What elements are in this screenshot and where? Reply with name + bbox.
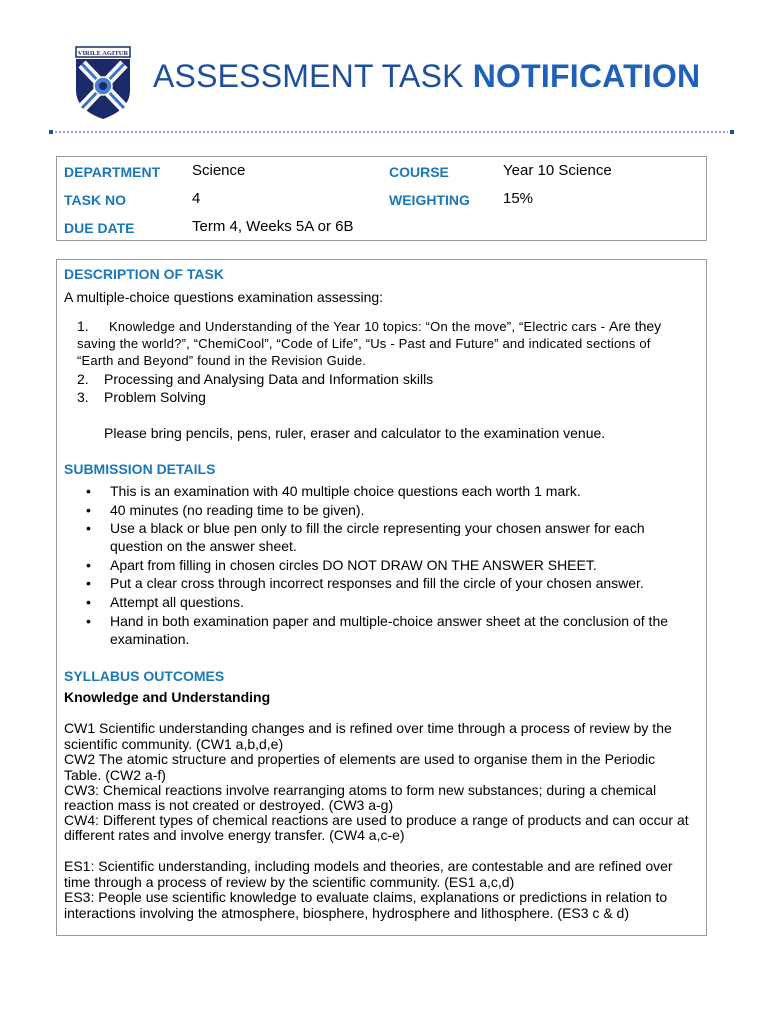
bullet-icon: • <box>86 520 91 536</box>
due-date-label: DUE DATE <box>64 220 135 236</box>
submission-item-6: Attempt all questions. <box>110 594 244 610</box>
submission-item-7-line-1: Hand in both examination paper and multiple-choice answer sheet at the conclusion of the <box>110 613 669 629</box>
cw4-line-2: different rates and involve energy transfer. (CW4 a,c-e) <box>64 827 405 843</box>
description-intro: A multiple-choice questions examination assessing: <box>64 289 384 305</box>
cw2-line-1: CW2 The atomic structure and properties of elements are used to organise them in the Periodic <box>64 751 656 767</box>
cw1-line-2: scientific community. (CW1 a,b,d,e) <box>64 736 284 752</box>
bullet-icon: • <box>86 575 91 591</box>
item-1-line-2: saving the world?”, “ChemiCool”, “Code of Life”, “Us - Past and Future” and indicated sections of <box>77 336 651 351</box>
title-part-2: NOTIFICATION <box>472 58 701 94</box>
task-no-value: 4 <box>192 190 201 207</box>
task-no-label: TASK NO <box>64 192 126 208</box>
cw3-line-2: reaction mass is not created or destroyed. (CW3 a-g) <box>64 797 394 813</box>
header-divider <box>49 130 734 134</box>
bullet-icon: • <box>86 594 91 610</box>
weighting-label: WEIGHTING <box>389 192 470 208</box>
item-2-text: Processing and Analysing Data and Information skills <box>104 371 434 387</box>
submission-item-3-line-2: question on the answer sheet. <box>110 538 297 554</box>
task-info-box <box>56 156 707 241</box>
cw2-line-2: Table. (CW2 a-f) <box>64 767 166 783</box>
syllabus-heading: SYLLABUS OUTCOMES <box>64 668 225 684</box>
department-label: DEPARTMENT <box>64 164 161 180</box>
materials-note: Please bring pencils, pens, ruler, eraser and calculator to the examination venue. <box>104 425 606 441</box>
item-1-line-1 <box>109 318 661 334</box>
crest-motto: VIRILE AGITUR <box>77 50 129 57</box>
es3-line-2: interactions involving the atmosphere, biosphere, hydrosphere and lithosphere. (ES3 c & d) <box>64 905 629 921</box>
es1-line-2: time through a process of review by the scientific community. (ES1 a,c,d) <box>64 874 515 890</box>
page-title <box>153 58 700 95</box>
bullet-icon: • <box>86 557 91 573</box>
submission-item-5: Put a clear cross through incorrect responses and fill the circle of your chosen answer. <box>110 575 644 591</box>
course-value: Year 10 Science <box>503 162 612 179</box>
submission-item-3-line-1: Use a black or blue pen only to fill the circle representing your chosen answer for each <box>110 520 645 536</box>
department-value: Science <box>192 162 246 179</box>
cw3-line-1: CW3: Chemical reactions involve rearranging atoms to form new substances; during a chemical <box>64 782 657 798</box>
item-3-number: 3. <box>77 389 89 405</box>
bullet-icon: • <box>86 483 91 499</box>
cw1-line-1: CW1 Scientific understanding changes and is refined over time through a process of review by the <box>64 720 672 736</box>
submission-heading: SUBMISSION DETAILS <box>64 461 216 477</box>
submission-item-7-line-2: examination. <box>110 631 190 647</box>
item-1-line-3: “Earth and Beyond” found in the Revision Guide. <box>77 353 367 368</box>
description-heading: DESCRIPTION OF TASK <box>64 266 224 282</box>
submission-item-2: 40 minutes (no reading time to be given). <box>110 502 365 518</box>
cw4-line-1: CW4: Different types of chemical reactions are used to produce a range of products and can occur at <box>64 812 689 828</box>
submission-item-4: Apart from filling in chosen circles DO NOT DRAW ON THE ANSWER SHEET. <box>110 557 597 573</box>
item-1-line-1-tail: Are they <box>609 318 662 334</box>
item-1-line-1-text: Knowledge and Understanding of the Year 10 topics: “On the move”, “Electric cars - <box>109 319 610 334</box>
task-details-box <box>56 259 707 936</box>
bullet-icon: • <box>86 613 91 629</box>
item-3-text: Problem Solving <box>104 389 206 405</box>
course-label: COURSE <box>389 164 449 180</box>
bullet-icon: • <box>86 502 91 518</box>
title-part-1: ASSESSMENT TASK <box>153 58 473 94</box>
item-2-number: 2. <box>77 371 89 387</box>
due-date-value: Term 4, Weeks 5A or 6B <box>192 218 354 235</box>
es1-line-1: ES1: Scientific understanding, including models and theories, are contestable and are refined over <box>64 858 673 874</box>
es3-line-1: ES3: People use scientific knowledge to evaluate claims, explanations or predictions in relation to <box>64 889 668 905</box>
school-crest-logo <box>72 46 134 120</box>
submission-item-1: This is an examination with 40 multiple choice questions each worth 1 mark. <box>110 483 581 499</box>
item-1-number: 1. <box>77 318 89 334</box>
syllabus-subheading: Knowledge and Understanding <box>64 689 271 705</box>
weighting-value: 15% <box>503 190 534 207</box>
